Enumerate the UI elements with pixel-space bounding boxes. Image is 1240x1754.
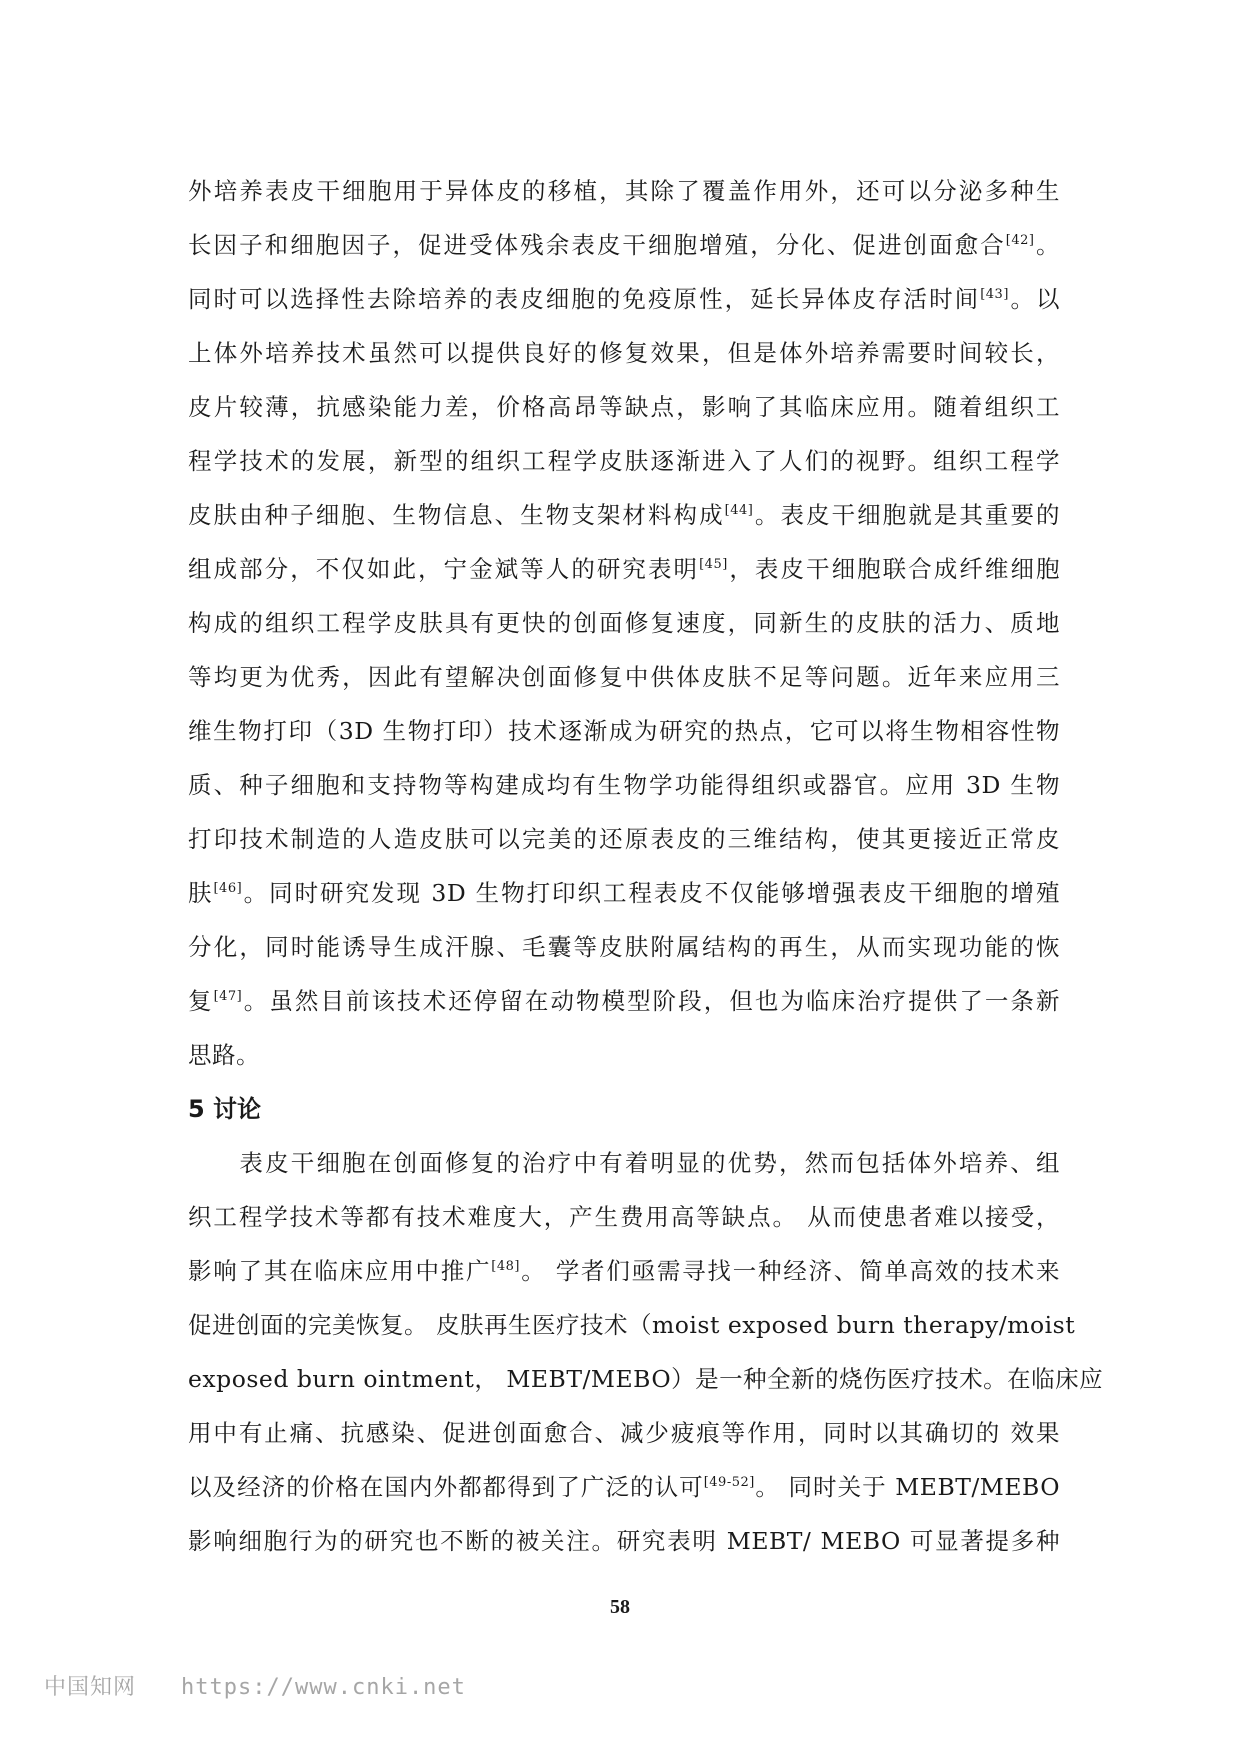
line-text-after-ref: 。表皮干细胞就是其重要的 (753, 501, 1061, 529)
citation-ref: [43] (980, 287, 1009, 302)
line-text: 用中有止痛、抗感染、促进创面愈合、减少疲痕等作用，同时以其确切的 效果 (188, 1419, 1060, 1447)
page-number: 58 (610, 1596, 630, 1618)
line-text: 肤 (188, 879, 214, 907)
line-text-after-ref: 。以 (1008, 285, 1061, 313)
text-line (188, 1352, 1104, 1406)
line-text-after-ref: ，表皮干细胞联合成纤维细胞 (727, 555, 1061, 583)
text-line (188, 1244, 1060, 1298)
citation-ref: [47] (213, 989, 243, 1004)
text-line (188, 542, 1060, 596)
text-line (188, 812, 1060, 866)
line-text: 外培养表皮干细胞用于异体皮的移植，其除了覆盖作用外，还可以分泌多种生 (188, 177, 1060, 205)
text-line (188, 434, 1060, 488)
text-line (188, 488, 1060, 542)
line-text: 皮片较薄，抗感染能力差，价格高昂等缺点，影响了其临床应用。随着组织工 (188, 393, 1060, 421)
text-line (188, 1514, 1060, 1568)
watermark-url: https://www.cnki.net (181, 1675, 466, 1700)
text-line (188, 920, 1060, 974)
text-line (188, 1406, 1060, 1460)
line-text: 促进创面的完美恢复。 皮肤再生医疗技术（moist exposed burn therapy/moist (188, 1311, 1076, 1339)
line-text: 影响细胞行为的研究也不断的被关注。研究表明 MEBT/ MEBO 可显著提多种 (188, 1527, 1060, 1555)
line-text: 构成的组织工程学皮肤具有更快的创面修复速度，同新生的皮肤的活力、质地 (188, 609, 1060, 637)
text-line (188, 974, 1060, 1028)
text-line (188, 218, 1060, 272)
text-line (188, 1028, 1060, 1082)
line-text: 思路。 (188, 1041, 260, 1069)
cnki-watermark (44, 1670, 466, 1701)
text-line (188, 704, 1060, 758)
line-text: 分化，同时能诱导生成汗腺、毛囊等皮肤附属结构的再生，从而实现功能的恢 (188, 933, 1060, 961)
section-heading: 5 讨论 (188, 1095, 262, 1123)
citation-ref: [44] (724, 503, 754, 518)
citation-ref: [45] (699, 557, 728, 572)
line-text-after-ref: 。虽然目前该技术还停留在动物模型阶段，但也为临床治疗提供了一条新 (242, 987, 1061, 1015)
text-line (188, 596, 1060, 650)
citation-ref: [42] (1005, 233, 1035, 248)
citation-ref: [49-52] (703, 1475, 755, 1490)
text-line (188, 650, 1060, 704)
watermark-logo-text: 中国知网 (44, 1675, 137, 1700)
line-text: 表皮干细胞在创面修复的治疗中有着明显的优势，然而包括体外培养、组 (188, 1149, 1060, 1177)
line-text: 等均更为优秀，因此有望解决创面修复中供体皮肤不足等问题。近年来应用三 (188, 663, 1060, 691)
line-text: 打印技术制造的人造皮肤可以完美的还原表皮的三维结构，使其更接近正常皮 (188, 825, 1060, 853)
line-text-after-ref: 。同时研究发现 3D 生物打印织工程表皮不仅能够增强表皮干细胞的增殖 (242, 879, 1061, 907)
line-text: 长因子和细胞因子，促进受体残余表皮干细胞增殖，分化、促进创面愈合 (188, 231, 1006, 259)
line-text: 组成部分，不仅如此，宁金斌等人的研究表明 (188, 555, 700, 583)
text-line (188, 272, 1060, 326)
line-text: 复 (188, 987, 214, 1015)
text-line (188, 380, 1060, 434)
line-text: 上体外培养技术虽然可以提供良好的修复效果，但是体外培养需要时间较长， (188, 339, 1060, 367)
line-text: 维生物打印（3D 生物打印）技术逐渐成为研究的热点，它可以将生物相容性物 (188, 717, 1060, 745)
paragraph-epidermal-stem-cells (188, 164, 1060, 1082)
line-text: 皮肤由种子细胞、生物信息、生物支架材料构成 (188, 501, 725, 529)
text-line (188, 1190, 1060, 1244)
text-line (188, 164, 1060, 218)
text-line (188, 758, 1060, 812)
line-text: 影响了其在临床应用中推广 (188, 1257, 492, 1285)
line-text-after-ref: 。 (1034, 231, 1061, 259)
line-text: 以及经济的价格在国内外都都得到了广泛的认可 (188, 1473, 704, 1501)
line-text: 织工程学技术等都有技术难度大，产生费用高等缺点。 从而使患者难以接受， (188, 1203, 1060, 1231)
citation-ref: [48] (491, 1259, 520, 1274)
line-text: 同时可以选择性去除培养的表皮细胞的免疫原性，延长异体皮存活时间 (188, 285, 981, 313)
body-text (188, 164, 1104, 1568)
text-line (188, 326, 1060, 380)
line-text: 质、种子细胞和支持物等构建成均有生物学功能得组织或器官。应用 3D 生物 (188, 771, 1060, 799)
line-text: exposed burn ointment， MEBT/MEBO）是一种全新的烧伤医疗技术。在临床应 (188, 1365, 1104, 1393)
text-line (188, 866, 1060, 920)
text-line (188, 1460, 1060, 1514)
text-line (188, 1136, 1060, 1190)
line-text-after-ref: 。 同时关于 MEBT/MEBO (754, 1473, 1060, 1501)
text-line (188, 1298, 1076, 1352)
citation-ref: [46] (213, 881, 243, 896)
paragraph-discussion (188, 1136, 1104, 1568)
line-text-after-ref: 。 学者们亟需寻找一种经济、简单高效的技术来 (519, 1257, 1060, 1285)
line-text: 程学技术的发展，新型的组织工程学皮肤逐渐进入了人们的视野。组织工程学 (188, 447, 1060, 475)
